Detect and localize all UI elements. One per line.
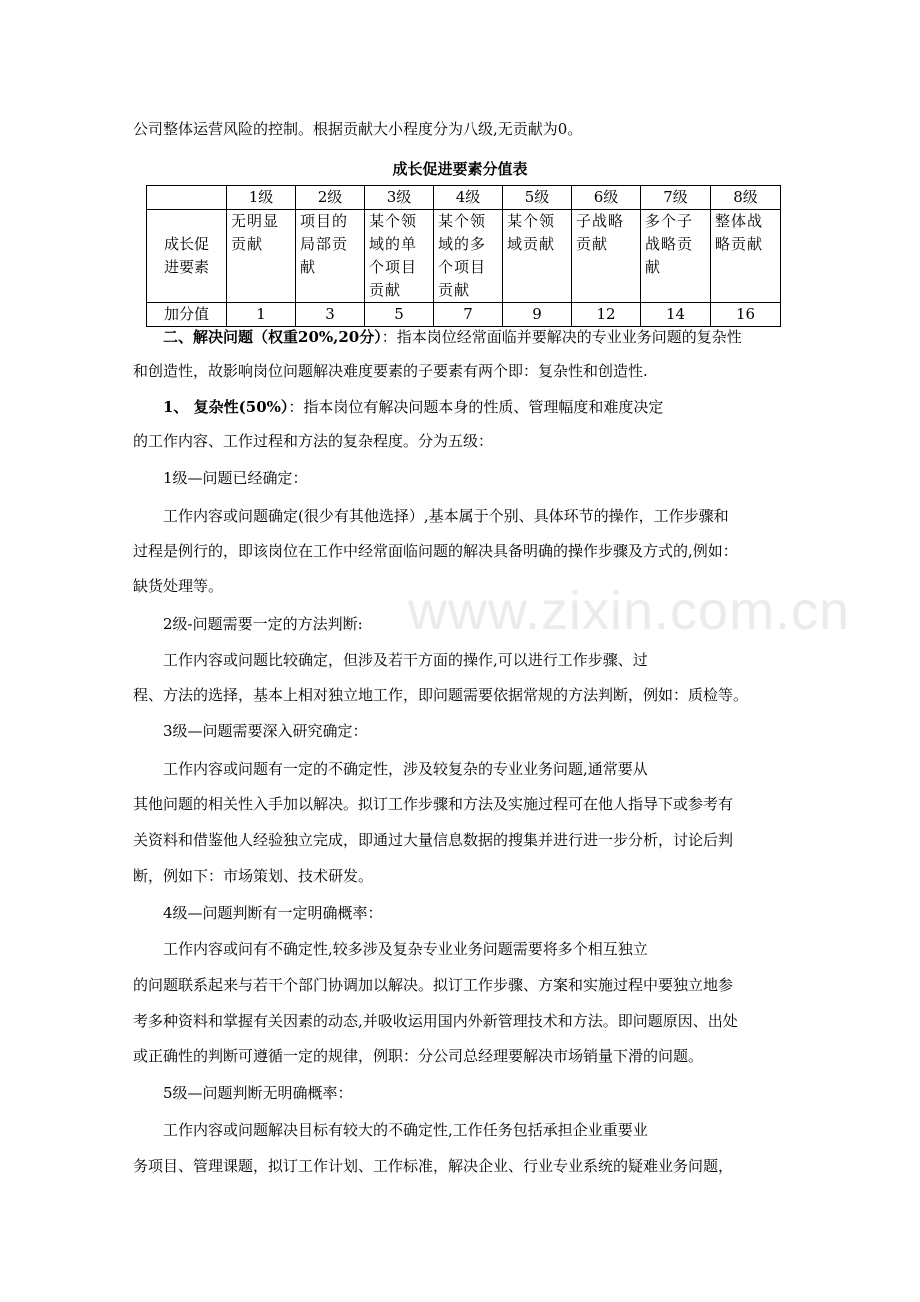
desc-line: 域的单 <box>369 235 418 253</box>
desc-line: 献 <box>645 258 662 276</box>
level-heading: 4级—问题判断有一定明确概率： <box>163 904 383 922</box>
desc-line: 个项目 <box>369 258 418 276</box>
table-row <box>147 210 781 303</box>
level-header: 2级 <box>296 186 365 210</box>
desc-line: 贡献 <box>576 235 609 253</box>
table-title: 成长促进要素分值表 <box>392 160 528 178</box>
level-header: 3级 <box>365 186 434 210</box>
desc-line: 项目的 <box>300 212 349 230</box>
level-description <box>641 210 711 303</box>
desc-line: 贡献 <box>369 281 402 299</box>
desc-line: 整体战 <box>715 212 764 230</box>
text-line: 考多种资料和掌握有关因素的动态,并吸收运用国内外新管理技术和方法。即问题原因、出处 <box>133 1012 738 1030</box>
text-line: 工作内容或问题有一定的不确定性，涉及较复杂的专业业务问题,通常要从 <box>163 760 648 778</box>
text-line: 其他问题的相关性入手加以解决。拟订工作步骤和方法及实施过程可在他人指导下或参考有 <box>133 795 734 813</box>
text-line: 的工作内容、工作过程和方法的复杂程度。分为五级： <box>133 432 494 450</box>
text-line: 和创造性，故影响岗位问题解决难度要素的子要素有两个即：复杂性和创造性. <box>133 362 648 380</box>
section-heading-rest: ：指本岗位经常面临并要解决的专业业务问题的复杂性 <box>381 328 742 346</box>
text-line: 或正确性的判断可遵循一定的规律，例职：分公司总经理要解决市场销量下滑的问题。 <box>133 1047 704 1065</box>
desc-line: 域的多 <box>438 235 487 253</box>
desc-line: 献 <box>300 258 317 276</box>
score-label: 加分值 <box>147 303 227 327</box>
text-line: 缺货处理等。 <box>133 577 224 595</box>
corner-cell <box>147 186 227 210</box>
row-label-growth <box>147 210 227 303</box>
text-line: 工作内容或问有不确定性,较多涉及复杂专业业务问题需要将多个相互独立 <box>163 940 648 958</box>
text-line: 程、方法的选择，基本上相对独立地工作，即问题需要依据常规的方法判断，例如：质检等。 <box>133 686 749 704</box>
score-cell: 9 <box>503 303 572 327</box>
text-line: 务项目、管理课题，拟订工作计划、工作标准，解决企业、行业专业系统的疑难业务问题， <box>133 1157 734 1175</box>
text-line: 断，例如下：市场策划、技术研发。 <box>133 867 374 885</box>
level-header: 8级 <box>711 186 781 210</box>
level-description <box>434 210 503 303</box>
level-heading: 2级-问题需要一定的方法判断: <box>163 615 363 633</box>
desc-line: 某个领 <box>507 212 556 230</box>
text-line: 的问题联系起来与若干个部门协调加以解决。拟订工作步骤、方案和实施过程中要独立地参 <box>133 976 734 994</box>
desc-line: 战略贡 <box>645 235 694 253</box>
subsection-heading-rest: ：指本岗位有解决问题本身的性质、管理幅度和难度决定 <box>288 398 664 416</box>
desc-line: 局部贡 <box>300 235 349 253</box>
score-cell: 14 <box>641 303 711 327</box>
text-line: 工作内容或问题确定(很少有其他选择）,基本属于个别、具体环节的操作，工作步骤和 <box>163 507 729 525</box>
desc-line: 贡献 <box>231 235 264 253</box>
desc-line: 贡献 <box>438 281 471 299</box>
score-cell: 16 <box>711 303 781 327</box>
level-header: 6级 <box>572 186 641 210</box>
table-row <box>147 186 781 210</box>
section-heading-bold: 二、解决问题（权重20%,20分） <box>163 328 382 346</box>
level-header: 4级 <box>434 186 503 210</box>
desc-line: 略贡献 <box>715 235 764 253</box>
desc-line: 某个领 <box>438 212 487 230</box>
desc-line: 某个领 <box>369 212 418 230</box>
level-description <box>296 210 365 303</box>
score-cell: 1 <box>227 303 296 327</box>
text-line: 工作内容或问题解决目标有较大的不确定性,工作任务包括承担企业重要业 <box>163 1121 648 1139</box>
level-header: 7级 <box>641 186 711 210</box>
level-description <box>572 210 641 303</box>
level-heading: 5级—问题判断无明确概率： <box>163 1084 353 1102</box>
desc-line: 域贡献 <box>507 235 556 253</box>
subsection-heading-complexity <box>163 397 663 417</box>
text-line: 工作内容或问题比较确定，但涉及若干方面的操作,可以进行工作步骤、过 <box>163 651 648 669</box>
text-line: 关资料和借鉴他人经验独立完成，即通过大量信息数据的搜集并进行进一步分析，讨论后判 <box>133 831 734 849</box>
level-heading: 3级—问题需要深入研究确定： <box>163 722 368 740</box>
desc-line: 多个子 <box>645 212 694 230</box>
score-cell: 5 <box>365 303 434 327</box>
score-cell: 12 <box>572 303 641 327</box>
level-description <box>503 210 572 303</box>
score-table <box>146 185 781 327</box>
table-row <box>147 303 781 327</box>
level-description <box>365 210 434 303</box>
level-description <box>711 210 781 303</box>
level-heading: 1级—问题已经确定： <box>163 469 308 487</box>
level-description <box>227 210 296 303</box>
desc-line: 个项目 <box>438 258 487 276</box>
score-cell: 3 <box>296 303 365 327</box>
level-header: 1级 <box>227 186 296 210</box>
subsection-heading-bold: 1、 复杂性(50%） <box>163 398 289 416</box>
row-label-line: 进要素 <box>163 258 209 276</box>
desc-line: 无明显 <box>231 212 280 230</box>
score-cell: 7 <box>434 303 503 327</box>
row-label-line: 成长促 <box>163 235 209 253</box>
text-line: 公司整体运营风险的控制。根据贡献大小程度分为八级,无贡献为0。 <box>133 120 583 138</box>
watermark: www.zixin.com.cn <box>408 581 851 641</box>
level-header: 5级 <box>503 186 572 210</box>
desc-line: 子战略 <box>576 212 625 230</box>
text-line: 过程是例行的，即该岗位在工作中经常面临问题的解决具备明确的操作步骤及方式的,例如： <box>133 542 738 560</box>
section-heading-problem-solving <box>163 327 742 347</box>
